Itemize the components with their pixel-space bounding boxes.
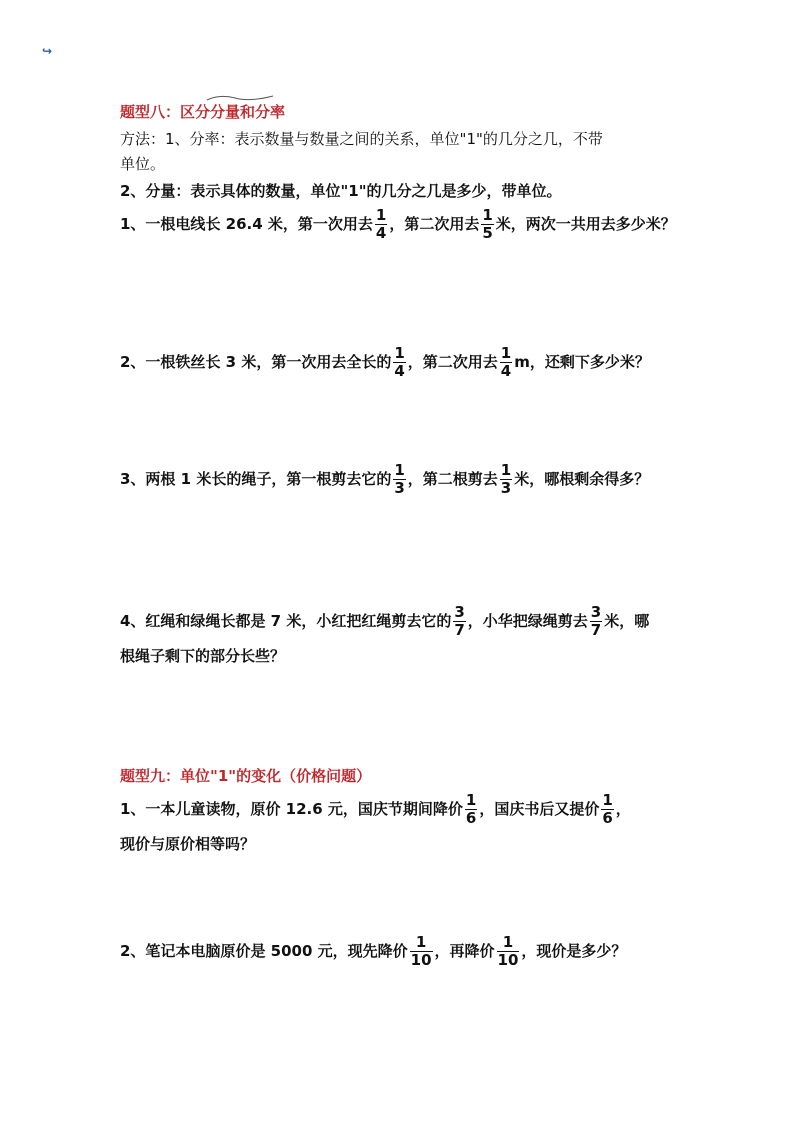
question-8-2: 2、一根铁丝长 3 米，第一次用去全长的 $\frac{1}{4}$ ，第二次用去 $\frac{1}{4}$ m，还剩下多少米？ xyxy=(120,344,650,380)
question-8-4: 4、红绳和绿绳长都是 7 米，小红把红绳剪去它的 $\frac{3}{7}$ ，小华把绿绳剪去 $\frac{3}{7}$ 米，哪 xyxy=(120,603,650,639)
fraction: $\frac{1}{6}$ xyxy=(465,791,477,827)
fraction: $\frac{1}{3}$ xyxy=(394,461,405,497)
method-line-1b: 单位。 xyxy=(120,155,166,173)
question-8-4-cont: 根绳子剩下的部分长些？ xyxy=(120,647,286,665)
method-line-1: 方法：1、分率：表示数量与数量之间的关系，单位"1"的几分之几，不带 xyxy=(120,130,603,148)
fraction: $\frac{3}{7}$ xyxy=(454,603,465,639)
fraction: $\frac{1}{5}$ xyxy=(482,206,493,242)
question-8-3: 3、两根 1 米长的绳子，第一根剪去它的 $\frac{1}{3}$ ，第二根剪去 $\frac{1}{3}$ 米，哪根剩余得多？ xyxy=(120,461,650,497)
fraction: $\frac{1}{3}$ xyxy=(500,461,512,497)
section8-title: 题型八：区分分量和分率 xyxy=(120,103,286,121)
fraction: $\frac{1}{4}$ xyxy=(500,344,512,380)
fraction: $\frac{1}{10}$ xyxy=(497,933,519,969)
corner-mark-icon: ↪ xyxy=(42,44,53,58)
question-9-2: 2、笔记本电脑原价是 5000 元，现先降价 $\frac{1}{10}$ ，再降价 $\frac{1}{10}$ ，现价是多少？ xyxy=(120,933,627,969)
method-line-2: 2、分量：表示具体的数量，单位"1"的几分之几是多少，带单位。 xyxy=(120,182,562,200)
question-9-1: 1、一本儿童读物，原价 12.6 元，国庆节期间降价 $\frac{1}{6}$ ，国庆书后又提价 $\frac{1}{6}$ ， xyxy=(120,791,631,827)
fraction: $\frac{1}{4}$ xyxy=(394,344,405,380)
fraction: $\frac{1}{10}$ xyxy=(410,933,432,969)
question-9-1-cont: 现价与原价相等吗？ xyxy=(120,835,256,853)
fraction: $\frac{1}{6}$ xyxy=(602,791,613,827)
section9-title: 题型九：单位"1"的变化（价格问题） xyxy=(120,767,372,785)
fraction: $\frac{3}{7}$ xyxy=(590,603,602,639)
fraction: $\frac{1}{4}$ xyxy=(375,206,387,242)
question-8-1: 1、一根电线长 26.4 米，第一次用去 $\frac{1}{4}$ ，第二次用去 $\frac{1}{5}$ 米，两次一共用去多少米？ xyxy=(120,206,676,242)
